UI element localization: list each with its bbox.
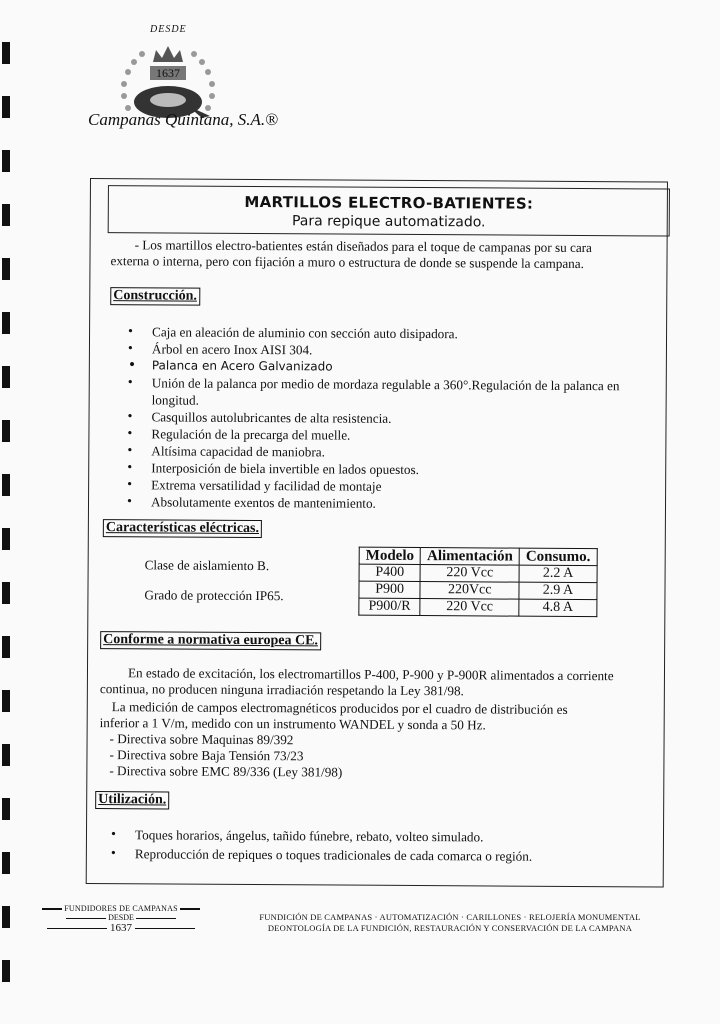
list-item: • Absolutamente exentos de mantenimiento. (127, 493, 647, 513)
table-cell: 2.2 A (519, 565, 597, 582)
footer-services (240, 912, 660, 934)
proteccion-text: Grado de protección IP65. (144, 587, 284, 604)
intro-paragraph (110, 237, 662, 272)
table-header-row (359, 547, 597, 565)
table-cell: P900/R (359, 598, 420, 615)
footer-left-line-3: 1637 (110, 922, 132, 934)
list-item: • Unión de la palanca por medio de mordaza regulable a 360°.Regulación de la palanca en longitud. (128, 374, 648, 411)
section-utilizacion: Utilización. (95, 791, 169, 809)
list-item: • Árbol en acero Inox AISI 304. (128, 340, 648, 360)
footer-founders (36, 904, 206, 934)
footer-right-line-1: FUNDICIÓN DE CAMPANAS · AUTOMATIZACIÓN · CARILLONES · RELOJERÍA MONUMENTAL (259, 912, 641, 922)
normativa-p1-line-1: En estado de excitación, los electromartillos P-400, P-900 y P-900R alimentados a corriente (127, 665, 614, 684)
table-cell: 220 Vcc (420, 565, 519, 583)
table-cell: P400 (359, 564, 420, 581)
page-title: MARTILLOS ELECTRO-BATIENTES: (244, 192, 534, 213)
list-item: • Reproducción de repiques o toques tradicionales de cada comarca o región. (111, 844, 651, 866)
footer-right-line-2: DEONTOLOGÍA DE LA FUNDICIÓN, RESTAURACIÓN Y CONSERVACIÓN DE LA CAMPANA (267, 923, 633, 933)
page-subtitle: Para repique automatizado. (291, 213, 486, 231)
intro-line-1: - Los martillos electro-batientes están diseñados para el toque de campanas por su cara (134, 237, 592, 256)
footer-left-line-2: DESDE (108, 913, 134, 922)
normativa-paragraph-2 (100, 699, 652, 734)
content-frame (86, 178, 668, 888)
table-header-cell: Modelo (359, 547, 420, 564)
footer-left-line-1: FUNDIDORES DE CAMPANAS (64, 904, 178, 913)
table-cell: 220 Vcc (420, 599, 519, 617)
list-item: • Regulación de la precarga del muelle. (127, 425, 647, 445)
electrical-table (358, 547, 597, 617)
list-item: - Directiva sobre Baja Tensión 73/23 (109, 747, 304, 764)
list-item: • Caja en aleación de aluminio con sección auto disipadora. (128, 323, 648, 343)
aislamiento-text: Clase de aislamiento B. (144, 557, 270, 574)
table-row (359, 581, 597, 599)
directivas-list (109, 731, 342, 780)
title-box (108, 185, 670, 236)
table-row (359, 564, 597, 582)
logo-desde: DESDE (150, 24, 187, 35)
table-row (359, 598, 597, 616)
construccion-list (127, 323, 648, 513)
list-item: • Casquillos autolubricantes de alta resistencia. (127, 408, 647, 428)
logo-year: 1637 (156, 66, 180, 80)
normativa-p2-line-1: La medición de campos electromagnéticos producidos por el cuadro de distribución es (111, 699, 568, 717)
list-item: • Altísima capacidad de maniobra. (127, 442, 647, 462)
table-cell: P900 (359, 581, 420, 598)
utilizacion-list (111, 825, 651, 866)
list-item: - Directiva sobre Maquinas 89/392 (109, 731, 294, 748)
section-normativa: Conforme a normativa europea CE. (100, 631, 321, 650)
table-header-cell: Consumo. (519, 548, 597, 565)
table-header-cell: Alimentación (420, 548, 519, 566)
normativa-p2-line-2: inferior a 1 V/m, medido con un instrumento WANDEL y sonda a 50 Hz. (99, 715, 486, 733)
list-item: • Palanca en Acero Galvanizado (128, 357, 648, 377)
table-cell: 2.9 A (519, 582, 597, 599)
list-item: • Toques horarios, ángelus, tañido fúnebre, rebato, volteo simulado. (111, 825, 651, 847)
binding-marks (0, 0, 12, 1024)
list-item: • Interposición de biela invertible en lados opuestos. (127, 459, 647, 479)
table-cell: 220Vcc (420, 582, 519, 600)
section-caracteristicas: Características eléctricas. (103, 519, 262, 538)
section-construccion: Construcción. (110, 287, 200, 306)
normativa-p1-line-2: continua, no producen ninguna irradiación respetando la Ley 381/98. (99, 681, 464, 699)
list-item: - Directiva sobre EMC 89/336 (Ley 381/98) (109, 763, 343, 780)
list-item: • Extrema versatilidad y facilidad de montaje (127, 476, 647, 496)
table-cell: 4.8 A (519, 599, 597, 616)
normativa-paragraph-1 (100, 665, 652, 700)
company-name: Campanas Quintana, S.A.® (88, 110, 279, 129)
intro-line-2: externa o interna, pero con fijación a muro o estructura de donde se suspende la campana. (110, 253, 585, 272)
company-logo (88, 22, 279, 142)
